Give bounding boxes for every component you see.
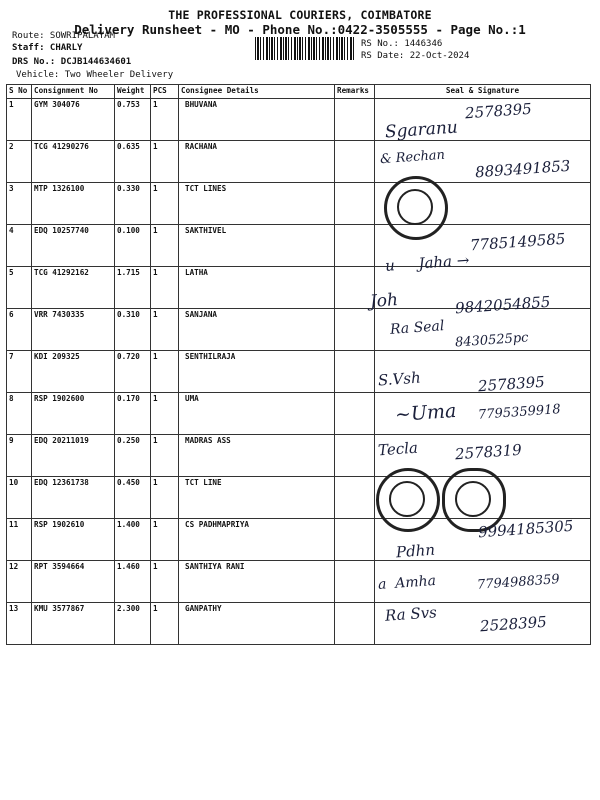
weight-cell: 2.300: [115, 603, 151, 645]
consignment-cell: RSP 1902600: [32, 393, 115, 435]
consignment-cell: MTP 1326100: [32, 183, 115, 225]
staff-label: Staff: CHARLY: [12, 43, 83, 53]
signature-scrawl: ~Uma: [394, 399, 457, 427]
rs-number: RS No.: 1446346: [361, 39, 443, 49]
remarks-cell: [335, 141, 375, 183]
signature-scrawl: Sgaranu: [384, 117, 459, 143]
consignment-cell: EDQ 12361738: [32, 477, 115, 519]
consignment-cell: EDQ 10257740: [32, 225, 115, 267]
consignment-cell: EDQ 20211019: [32, 435, 115, 477]
company-seal-stamp: [384, 176, 448, 240]
runsheet-title: Delivery Runsheet - MO - Phone No.:0422-3505555 - Page No.:1: [74, 22, 526, 37]
handwritten-note: 7794988359: [476, 572, 561, 593]
weight-cell: 1.460: [115, 561, 151, 603]
sno-cell: 5: [7, 267, 32, 309]
consignment-cell: TCG 41290276: [32, 141, 115, 183]
signature-scrawl: & Rechan: [379, 147, 446, 168]
handwritten-note: 7785149585: [469, 229, 566, 255]
drs-number: [12, 57, 131, 67]
signature-scrawl: Joh: [369, 290, 399, 312]
signature-scrawl: Ra Seal: [389, 318, 445, 338]
remarks-cell: [335, 309, 375, 351]
consignee-cell: CS PADHMAPRIYA: [179, 519, 335, 561]
signature-scrawl: S.Vsh: [377, 368, 422, 390]
sno-cell: 8: [7, 393, 32, 435]
col-header-remarks: Remarks: [335, 85, 375, 99]
remarks-cell: [335, 225, 375, 267]
pcs-cell: 1: [151, 603, 179, 645]
consignment-cell: VRR 7430335: [32, 309, 115, 351]
handwritten-note: 2528395: [479, 612, 548, 636]
consignment-cell: KDI 209325: [32, 351, 115, 393]
sno-cell: 7: [7, 351, 32, 393]
weight-cell: 1.715: [115, 267, 151, 309]
pcs-cell: 1: [151, 225, 179, 267]
drs-label: DRS No.:: [12, 57, 56, 67]
col-header-consignee: Consignee Details: [179, 85, 335, 99]
consignment-cell: TCG 41292162: [32, 267, 115, 309]
handwritten-note: 8430525pc: [454, 330, 529, 351]
pcs-cell: 1: [151, 393, 179, 435]
weight-cell: 0.310: [115, 309, 151, 351]
col-header-signature: Seal & Signature: [375, 85, 591, 99]
remarks-cell: [335, 561, 375, 603]
handwritten-note: 9994185305: [477, 516, 574, 542]
sno-cell: 1: [7, 99, 32, 141]
col-header-pcs: PCS: [151, 85, 179, 99]
remarks-cell: [335, 99, 375, 141]
handwritten-note: 9842054855: [454, 292, 551, 318]
barcode: [255, 37, 355, 60]
consignee-cell: SENTHILRAJA: [179, 351, 335, 393]
consignment-cell: RSP 1902610: [32, 519, 115, 561]
consignee-cell: RACHANA: [179, 141, 335, 183]
table-row: [7, 183, 591, 225]
consignee-cell: UMA: [179, 393, 335, 435]
remarks-cell: [335, 519, 375, 561]
consignee-cell: TCT LINE: [179, 477, 335, 519]
vehicle-label: Vehicle: Two Wheeler Delivery: [16, 70, 174, 80]
remarks-cell: [335, 435, 375, 477]
consignee-cell: LATHA: [179, 267, 335, 309]
consignee-cell: SANTHIYA RANI: [179, 561, 335, 603]
col-header-consignment: Consignment No: [32, 85, 115, 99]
weight-cell: 0.450: [115, 477, 151, 519]
pcs-cell: 1: [151, 99, 179, 141]
handwritten-note: 2578395: [464, 99, 533, 123]
remarks-cell: [335, 267, 375, 309]
weight-cell: 0.753: [115, 99, 151, 141]
sno-cell: 12: [7, 561, 32, 603]
weight-cell: 0.720: [115, 351, 151, 393]
remarks-cell: [335, 183, 375, 225]
consignee-cell: MADRAS ASS: [179, 435, 335, 477]
col-header-weight: Weight: [115, 85, 151, 99]
signature-scrawl: Pdhn: [395, 540, 436, 562]
consignee-cell: TCT LINES: [179, 183, 335, 225]
col-header-sno: S No: [7, 85, 32, 99]
handwritten-note: 2578395: [477, 372, 546, 396]
weight-cell: 0.100: [115, 225, 151, 267]
weight-cell: 0.170: [115, 393, 151, 435]
pcs-cell: 1: [151, 519, 179, 561]
consignee-cell: BHUVANA: [179, 99, 335, 141]
handwritten-note: 7795359918: [477, 402, 562, 423]
pcs-cell: 1: [151, 267, 179, 309]
consignee-cell: SANJANA: [179, 309, 335, 351]
consignee-cell: SAKTHIVEL: [179, 225, 335, 267]
signature-scrawl: Tecla: [377, 438, 419, 460]
drs-value: DCJB144634601: [60, 57, 132, 67]
pcs-cell: 1: [151, 309, 179, 351]
sno-cell: 6: [7, 309, 32, 351]
pcs-cell: 1: [151, 351, 179, 393]
signature-scrawl: Ra Svs: [384, 603, 438, 625]
remarks-cell: [335, 393, 375, 435]
rs-date: RS Date: 22-Oct-2024: [361, 51, 470, 61]
sno-cell: 9: [7, 435, 32, 477]
weight-cell: 1.400: [115, 519, 151, 561]
sno-cell: 10: [7, 477, 32, 519]
sno-cell: 13: [7, 603, 32, 645]
consignment-cell: RPT 3594664: [32, 561, 115, 603]
pcs-cell: 1: [151, 183, 179, 225]
company-seal-stamp: [376, 468, 440, 532]
consignment-cell: GYM 304076: [32, 99, 115, 141]
handwritten-note: 8893491853: [474, 156, 571, 182]
handwritten-note: 2578319: [454, 440, 523, 464]
signature-scrawl: u Jaha →: [384, 251, 470, 275]
company-name: THE PROFESSIONAL COURIERS, COIMBATORE: [168, 8, 432, 22]
sno-cell: 2: [7, 141, 32, 183]
sno-cell: 11: [7, 519, 32, 561]
table-header-row: [7, 85, 591, 99]
sno-cell: 3: [7, 183, 32, 225]
pcs-cell: 1: [151, 561, 179, 603]
consignment-cell: KMU 3577867: [32, 603, 115, 645]
weight-cell: 0.635: [115, 141, 151, 183]
route-label: Route: SOWRIPALAYAM: [12, 31, 115, 41]
remarks-cell: [335, 477, 375, 519]
pcs-cell: 1: [151, 141, 179, 183]
remarks-cell: [335, 351, 375, 393]
sno-cell: 4: [7, 225, 32, 267]
remarks-cell: [335, 603, 375, 645]
weight-cell: 0.330: [115, 183, 151, 225]
pcs-cell: 1: [151, 477, 179, 519]
signature-scrawl: a Amha: [377, 572, 437, 594]
weight-cell: 0.250: [115, 435, 151, 477]
pcs-cell: 1: [151, 435, 179, 477]
consignee-cell: GANPATHY: [179, 603, 335, 645]
